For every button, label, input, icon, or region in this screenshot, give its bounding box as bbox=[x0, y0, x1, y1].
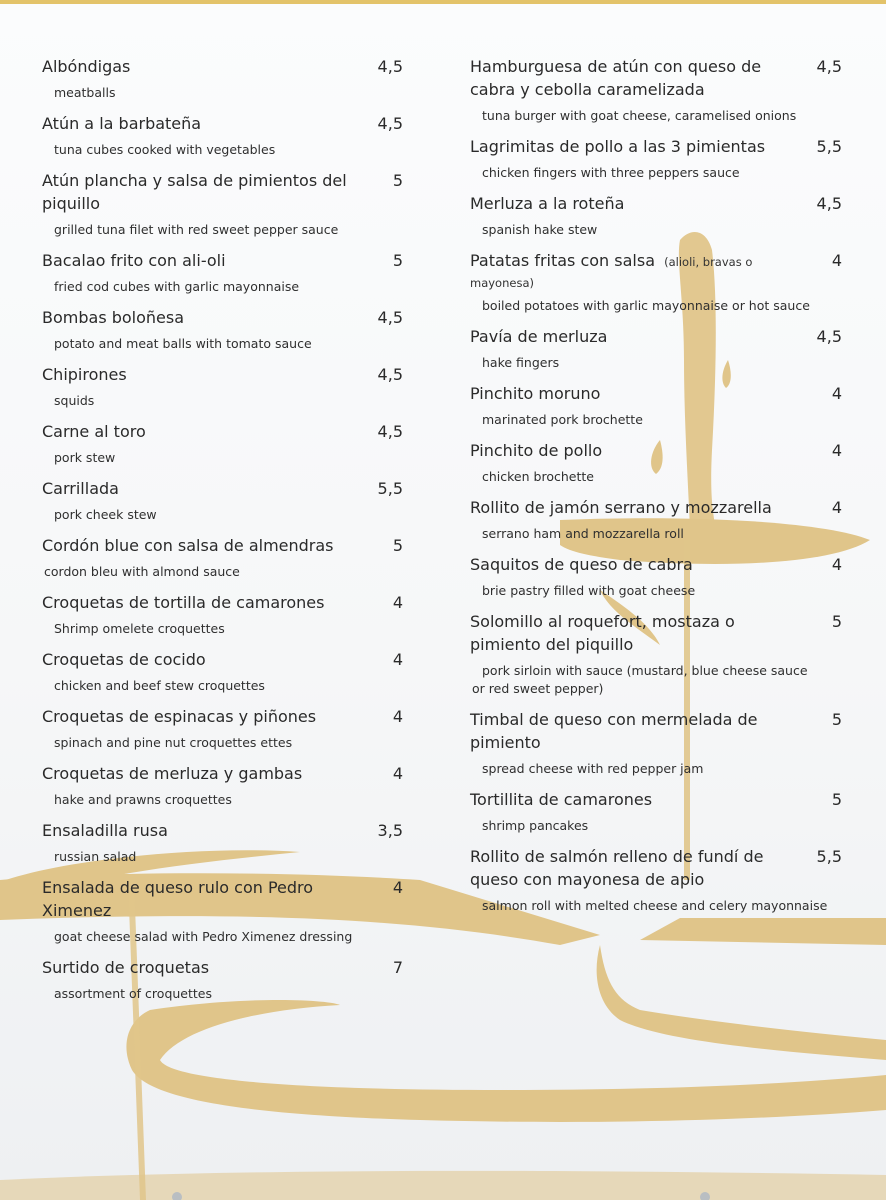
menu-item bbox=[42, 363, 407, 410]
menu-item bbox=[42, 112, 407, 159]
dish-name: Pavía de merluza bbox=[470, 327, 608, 346]
dish-name: Cordón blue con salsa de almendras bbox=[42, 536, 334, 555]
menu-item bbox=[42, 477, 407, 524]
dish-name: Croquetas de cocido bbox=[42, 650, 206, 669]
dish-price: 4 bbox=[392, 707, 403, 726]
dish-name: Pinchito moruno bbox=[470, 384, 601, 403]
menu-item bbox=[42, 249, 407, 296]
dish-name: Rollito de jamón serrano y mozzarella bbox=[470, 498, 772, 517]
dish-price: 4 bbox=[831, 251, 842, 270]
dish-name: Carrillada bbox=[42, 479, 119, 498]
dish-name: Lagrimitas de pollo a las 3 pimientas bbox=[470, 137, 766, 156]
dish-name: Ensalada de queso rulo con Pedro Ximenez bbox=[42, 878, 314, 920]
dish-name: Croquetas de merluza y gambas bbox=[42, 764, 303, 783]
menu-item bbox=[42, 819, 407, 866]
dish-description: spanish hake stew bbox=[482, 222, 598, 237]
dish-description: salmon roll with melted cheese and celery mayonnaise bbox=[482, 898, 828, 913]
dish-description: hake and prawns croquettes bbox=[54, 792, 232, 807]
menu-item bbox=[42, 169, 407, 239]
menu-item bbox=[42, 956, 407, 1003]
dish-price: 4,5 bbox=[816, 57, 842, 76]
dish-name: Atún plancha y salsa de pimientos del piquillo bbox=[42, 171, 347, 213]
dish-name: Chipirones bbox=[42, 365, 127, 384]
dish-description: tuna cubes cooked with vegetables bbox=[54, 142, 276, 157]
menu-item bbox=[42, 762, 407, 809]
menu-item bbox=[470, 845, 846, 915]
dish-price: 7 bbox=[392, 958, 403, 977]
dish-description: fried cod cubes with garlic mayonnaise bbox=[54, 279, 300, 294]
menu-item bbox=[470, 610, 846, 698]
dish-price: 4 bbox=[392, 593, 403, 612]
dish-description: meatballs bbox=[54, 85, 116, 100]
dish-price: 4,5 bbox=[377, 308, 403, 327]
dish-description: cordon bleu with almond sauce bbox=[44, 564, 240, 579]
menu-item bbox=[470, 325, 846, 372]
dish-name: Solomillo al roquefort, mostaza o pimiento del piquillo bbox=[470, 612, 735, 654]
menu-item bbox=[470, 135, 846, 182]
dish-name: Albóndigas bbox=[42, 57, 131, 76]
dish-name: Surtido de croquetas bbox=[42, 958, 210, 977]
dish-description: goat cheese salad with Pedro Ximenez dressing bbox=[54, 929, 353, 944]
menu-item bbox=[42, 420, 407, 467]
dish-price: 4,5 bbox=[816, 327, 842, 346]
binding-ring-right bbox=[700, 1192, 710, 1200]
dish-name: Croquetas de tortilla de camarones bbox=[42, 593, 325, 612]
dish-name: Tortillita de camarones bbox=[470, 790, 653, 809]
dish-name: Croquetas de espinacas y piñones bbox=[42, 707, 317, 726]
dish-name: Pinchito de pollo bbox=[470, 441, 603, 460]
menu-item bbox=[42, 534, 407, 581]
dish-description: hake fingers bbox=[482, 355, 560, 370]
dish-description: chicken fingers with three peppers sauce bbox=[482, 165, 740, 180]
dish-description: pork sirloin with sauce (mustard, blue cheese sauce bbox=[482, 663, 808, 678]
menu-item bbox=[42, 876, 407, 946]
dish-description: shrimp pancakes bbox=[482, 818, 589, 833]
dish-price: 4,5 bbox=[816, 194, 842, 213]
dish-name: Atún a la barbateña bbox=[42, 114, 202, 133]
menu-item bbox=[42, 705, 407, 752]
dish-description: grilled tuna filet with red sweet pepper sauce bbox=[54, 222, 339, 237]
menu-item bbox=[470, 249, 846, 315]
dish-price: 4 bbox=[831, 498, 842, 517]
menu-item bbox=[42, 306, 407, 353]
dish-price: 4,5 bbox=[377, 422, 403, 441]
dish-name: Merluza a la roteña bbox=[470, 194, 625, 213]
dish-name: Carne al toro bbox=[42, 422, 146, 441]
dish-description: serrano ham and mozzarella roll bbox=[482, 526, 684, 541]
menu-item bbox=[42, 648, 407, 695]
dish-description-continued: or red sweet pepper) bbox=[472, 681, 604, 696]
menu-item bbox=[470, 496, 846, 543]
dish-name: Hamburguesa de atún con queso de cabra y cebolla caramelizada bbox=[470, 57, 762, 99]
dish-price: 5,5 bbox=[816, 847, 842, 866]
dish-price: 3,5 bbox=[377, 821, 403, 840]
dish-name: Bombas boloñesa bbox=[42, 308, 185, 327]
dish-price: 5 bbox=[831, 790, 842, 809]
menu-item bbox=[470, 439, 846, 486]
dish-description: pork stew bbox=[54, 450, 116, 465]
dish-name: Rollito de salmón relleno de fundí de queso con mayonesa de apio bbox=[470, 847, 764, 889]
menu-item bbox=[42, 591, 407, 638]
dish-price: 5 bbox=[831, 612, 842, 631]
dish-description: boiled potatoes with garlic mayonnaise or hot sauce bbox=[482, 298, 810, 313]
dish-name: Saquitos de queso de cabra bbox=[470, 555, 693, 574]
menu-item bbox=[42, 55, 407, 102]
dish-description: potato and meat balls with tomato sauce bbox=[54, 336, 312, 351]
dish-name: Timbal de queso con mermelada de pimiento bbox=[470, 710, 758, 752]
dish-description: assortment of croquettes bbox=[54, 986, 212, 1001]
dish-price: 4 bbox=[392, 650, 403, 669]
dish-description: spread cheese with red pepper jam bbox=[482, 761, 704, 776]
dish-price: 4 bbox=[392, 764, 403, 783]
menu-column-right bbox=[470, 55, 846, 925]
menu-item bbox=[470, 382, 846, 429]
dish-name: Bacalao frito con ali-oli bbox=[42, 251, 226, 270]
menu-column-left bbox=[42, 55, 407, 1013]
dish-description: squids bbox=[54, 393, 95, 408]
dish-name: Patatas fritas con salsa bbox=[470, 251, 656, 270]
dish-price: 4 bbox=[831, 441, 842, 460]
dish-description: tuna burger with goat cheese, caramelised onions bbox=[482, 108, 797, 123]
menu-item bbox=[470, 788, 846, 835]
dish-price: 4,5 bbox=[377, 365, 403, 384]
dish-description: Shrimp omelete croquettes bbox=[54, 621, 225, 636]
dish-price: 4 bbox=[831, 555, 842, 574]
dish-price: 5 bbox=[392, 171, 403, 190]
dish-description: chicken brochette bbox=[482, 469, 594, 484]
dish-note: (alioli, bravas o mayonesa) bbox=[470, 255, 753, 290]
dish-price: 5,5 bbox=[816, 137, 842, 156]
menu-item bbox=[470, 55, 846, 125]
dish-description: marinated pork brochette bbox=[482, 412, 643, 427]
dish-price: 5 bbox=[392, 251, 403, 270]
dish-price: 4 bbox=[831, 384, 842, 403]
binding-ring-left bbox=[172, 1192, 182, 1200]
dish-name: Ensaladilla rusa bbox=[42, 821, 168, 840]
menu-item bbox=[470, 708, 846, 778]
dish-price: 5 bbox=[831, 710, 842, 729]
dish-price: 4,5 bbox=[377, 57, 403, 76]
dish-description: pork cheek stew bbox=[54, 507, 157, 522]
dish-description: chicken and beef stew croquettes bbox=[54, 678, 265, 693]
dish-price: 4 bbox=[392, 878, 403, 897]
menu-item bbox=[470, 192, 846, 239]
dish-description: brie pastry filled with goat cheese bbox=[482, 583, 696, 598]
menu-item bbox=[470, 553, 846, 600]
dish-price: 5,5 bbox=[377, 479, 403, 498]
dish-description: russian salad bbox=[54, 849, 137, 864]
dish-price: 5 bbox=[392, 536, 403, 555]
dish-description: spinach and pine nut croquettes ettes bbox=[54, 735, 293, 750]
dish-price: 4,5 bbox=[377, 114, 403, 133]
